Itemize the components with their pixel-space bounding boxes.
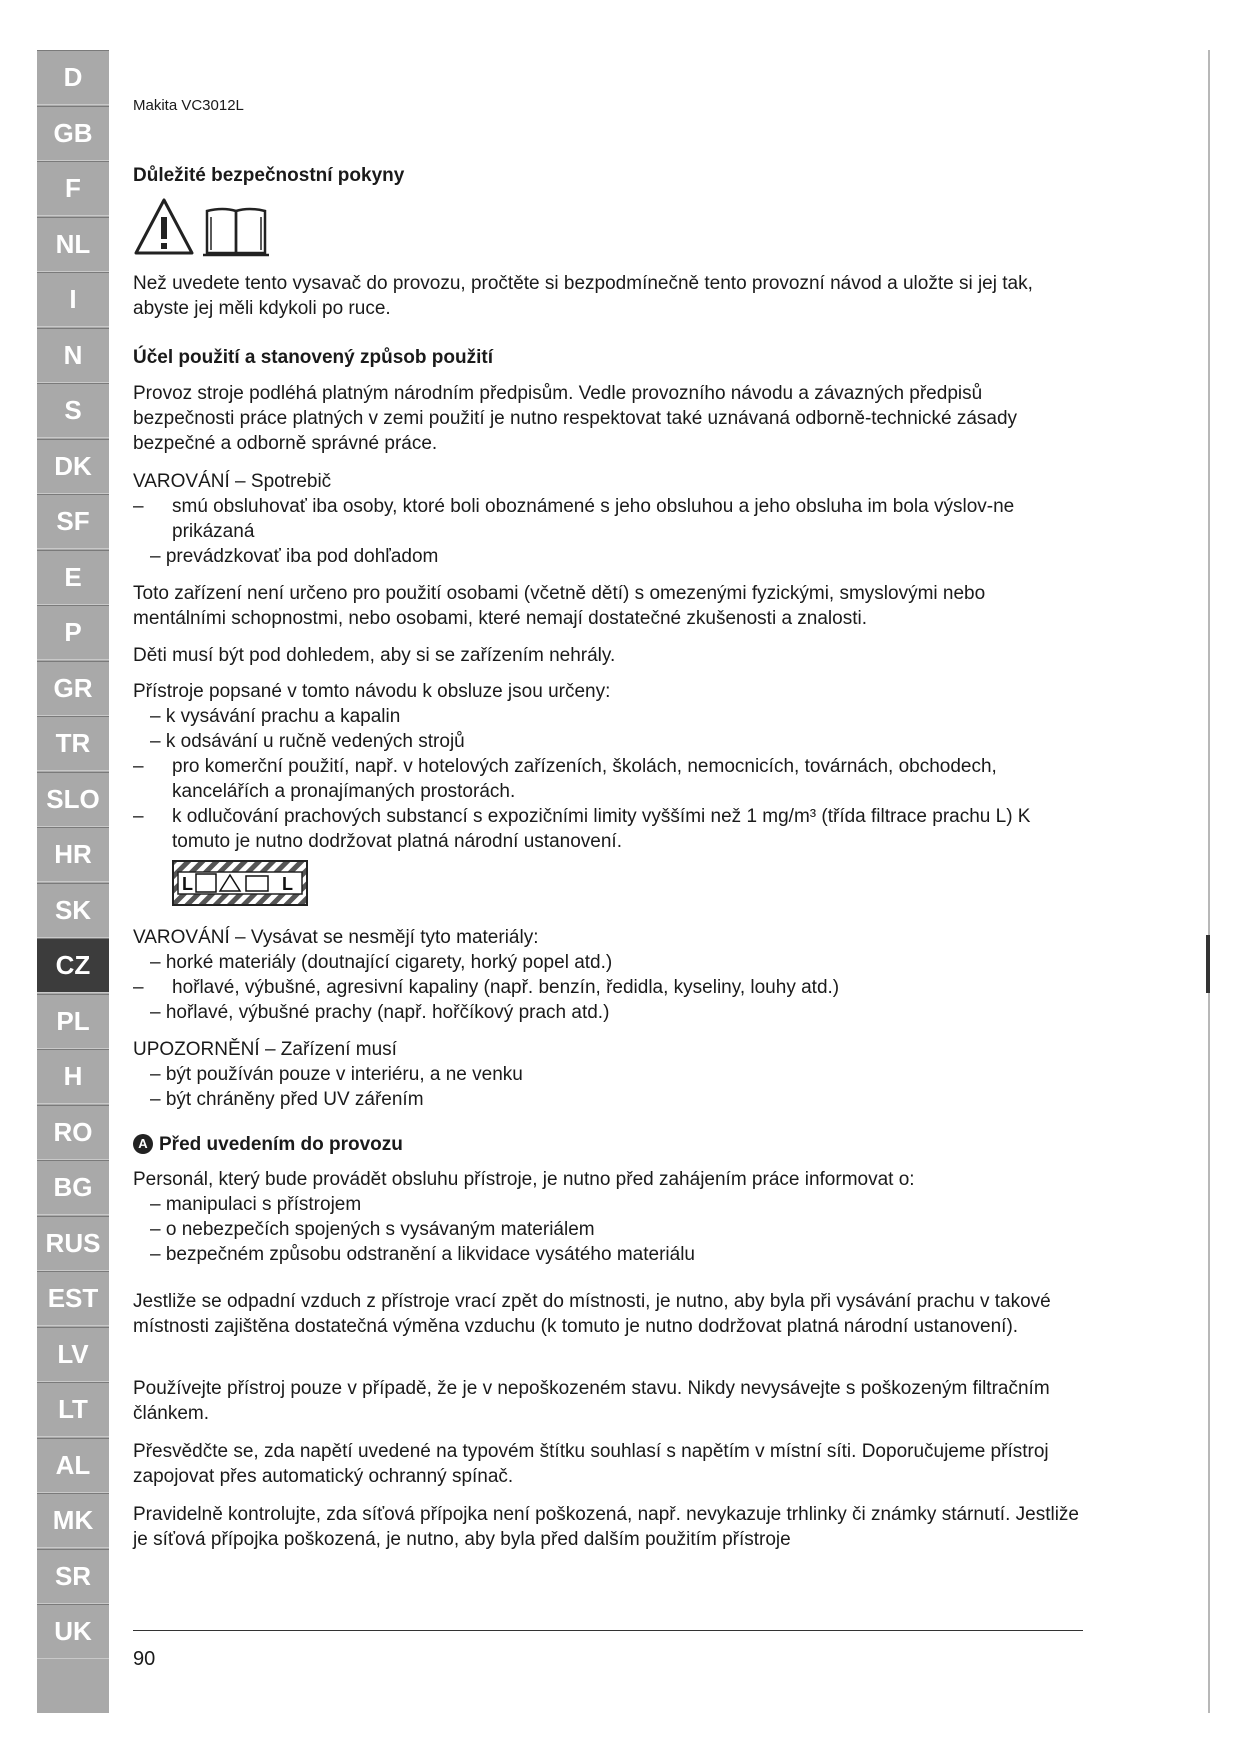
- list-item: – prevádzkovať iba pod dohľadom: [150, 546, 439, 567]
- list-item: – bezpečném způsobu odstranění a likvidace vysátého materiálu: [150, 1244, 695, 1265]
- safety-symbols: [133, 197, 273, 264]
- language-tab-bar: [37, 50, 109, 1713]
- section-title-purpose: Účel použití a stanovený způsob použití: [133, 347, 493, 368]
- language-tab-cz[interactable]: CZ: [37, 938, 109, 993]
- section-badge: A: [133, 1134, 153, 1154]
- warning-triangle-icon: [136, 200, 192, 253]
- list-item: – hořlavé, výbušné, agresivní kapaliny (např. benzín, ředidla, kyseliny, louhy atd.): [133, 977, 840, 998]
- notice-title: UPOZORNĚNÍ – Zařízení musí: [133, 1039, 397, 1060]
- language-tab-hr[interactable]: HR: [37, 827, 109, 882]
- list-item: – horké materiály (doutnající cigarety, horký popel atd.): [150, 952, 613, 973]
- list-item: – manipulaci s přístrojem: [150, 1194, 362, 1215]
- language-tab-al[interactable]: AL: [37, 1438, 109, 1493]
- children-paragraph: Děti musí být pod dohledem, aby si se zařízením nehrály.: [133, 645, 616, 666]
- list-item: – být používán pouze v interiéru, a ne venku: [150, 1064, 523, 1085]
- language-tab-e[interactable]: E: [37, 550, 109, 605]
- list-item: – pro komerční použití, např. v hotelových zařízeních, školách, nemocnicích, továrnách, obchodech, kancelářích a pronajímaných prostorách.: [133, 756, 997, 802]
- right-margin-rule: [1208, 50, 1210, 1713]
- list-item: – k vysávání prachu a kapalin: [150, 706, 401, 727]
- ventilation-paragraph: Jestliže se odpadní vzduch z přístroje vrací zpět do místnosti, je nutno, aby byla při vysávání prachu v takové místnosti zajištěna dostatečná výměna vzduchu (k tomuto je nutno dodržovat platná národní ustanovení).: [133, 1291, 1051, 1337]
- language-tab-n[interactable]: N: [37, 328, 109, 383]
- voltage-paragraph: Přesvědčte se, zda napětí uvedené na typovém štítku souhlasí s napětím v místní síti. Doporučujeme přístroj zapojovat přes automatický ochranný spínač.: [133, 1441, 1049, 1487]
- capabilities-paragraph: Toto zařízení není určeno pro použití osobami (včetně dětí) s omezenými fyzickými, smyslovými nebo mentálními schopnostmi, nebo osobami, které nemají dostatečné zkušenosti a znalosti.: [133, 583, 986, 629]
- language-tab-s[interactable]: S: [37, 383, 109, 438]
- language-tab-uk[interactable]: UK: [37, 1604, 109, 1659]
- damage-paragraph: Používejte přístroj pouze v případě, že je v nepoškozeném stavu. Nikdy nevysávejte s poškozeným filtračním článkem.: [133, 1378, 1050, 1424]
- language-tab-rus[interactable]: RUS: [37, 1216, 109, 1271]
- language-tab-f[interactable]: F: [37, 161, 109, 216]
- intended-use-title: Přístroje popsané v tomto návodu k obsluze jsou určeny:: [133, 681, 611, 702]
- language-tab-dk[interactable]: DK: [37, 439, 109, 494]
- language-tab-sf[interactable]: SF: [37, 494, 109, 549]
- list-item: – k odlučování prachových substancí s expozičními limity vyššími než 1 mg/m³ (třída filtrace prachu L) K tomuto je nutno dodržovat platná národní ustanovení.: [133, 806, 1031, 852]
- language-tab-i[interactable]: I: [37, 272, 109, 327]
- language-tab-gb[interactable]: GB: [37, 106, 109, 161]
- language-tab-ro[interactable]: RO: [37, 1105, 109, 1160]
- warning-appliance-block: [133, 469, 1083, 569]
- list-item: – být chráněny před UV zářením: [150, 1089, 424, 1110]
- footer-divider: [133, 1630, 1083, 1631]
- language-tab-gr[interactable]: GR: [37, 661, 109, 716]
- right-margin-marker: [1206, 935, 1210, 993]
- svg-text:L: L: [182, 874, 193, 894]
- language-tab-h[interactable]: H: [37, 1049, 109, 1104]
- warning-materials-block: [133, 925, 1083, 1025]
- list-item: – hořlavé, výbušné prachy (např. hořčíkový prach atd.): [150, 1002, 610, 1023]
- language-tab-pl[interactable]: PL: [37, 994, 109, 1049]
- list-item: – o nebezpečích spojených s vysávaným materiálem: [150, 1219, 595, 1240]
- language-tab-slo[interactable]: SLO: [37, 772, 109, 827]
- language-tab-lv[interactable]: LV: [37, 1327, 109, 1382]
- model-header: Makita VC3012L: [133, 97, 244, 114]
- language-tab-tr[interactable]: TR: [37, 716, 109, 771]
- list-item: – k odsávání u ručně vedených strojů: [150, 731, 465, 752]
- language-tab-est[interactable]: EST: [37, 1271, 109, 1326]
- language-tab-p[interactable]: P: [37, 605, 109, 660]
- language-tab-sk[interactable]: SK: [37, 883, 109, 938]
- cable-paragraph: Pravidelně kontrolujte, zda síťová přípojka není poškozená, např. nevykazuje trhlinky či známky stárnutí. Jestliže je síťová přípojka poškozená, je nutno, aby byla před dalším použitím přístroje: [133, 1504, 1079, 1550]
- warning-materials-title: VAROVÁNÍ – Vysávat se nesmějí tyto materiály:: [133, 927, 539, 948]
- intended-use-block: [133, 679, 1083, 854]
- svg-text:L: L: [282, 874, 293, 894]
- section-title-before-use: A Před uvedením do provozu: [133, 1134, 403, 1156]
- language-tab-sr[interactable]: SR: [37, 1549, 109, 1604]
- language-tab-nl[interactable]: NL: [37, 217, 109, 272]
- language-tab-d[interactable]: D: [37, 50, 109, 105]
- language-tab-bg[interactable]: BG: [37, 1160, 109, 1215]
- staff-briefing-title: Personál, který bude provádět obsluhu přístroje, je nutno před zahájením práce informovat o:: [133, 1169, 915, 1190]
- warning-appliance-title: VAROVÁNÍ – Spotrebič: [133, 471, 332, 492]
- list-item: – smú obsluhovať iba osoby, ktoré boli oboznámené s jeho obsluhou a jeho obsluha im bola výslov-ne prikázaná: [133, 496, 1015, 542]
- page-number: 90: [133, 1648, 156, 1670]
- safety-intro: Než uvedete tento vysavač do provozu, pročtěte si bezpodmínečně tento provozní návod a uložte si jej tak, abyste jej měli kdykoli po ruce.: [133, 273, 1033, 319]
- dust-class-L-label-icon: [172, 860, 308, 911]
- manual-book-icon: [203, 209, 269, 255]
- notice-block: [133, 1037, 1083, 1112]
- staff-briefing-block: [133, 1167, 1083, 1267]
- language-tab-lt[interactable]: LT: [37, 1382, 109, 1437]
- section-title-safety: Důležité bezpečnostní pokyny: [133, 165, 405, 186]
- purpose-paragraph: Provoz stroje podléhá platným národním předpisům. Vedle provozního návodu a závazných předpisů bezpečnosti práce platných v zemi použití je nutno respektovat také uznávaná odborně-technické zásady bezpečné a odborně správné práce.: [133, 383, 1018, 454]
- language-tab-mk[interactable]: MK: [37, 1493, 109, 1548]
